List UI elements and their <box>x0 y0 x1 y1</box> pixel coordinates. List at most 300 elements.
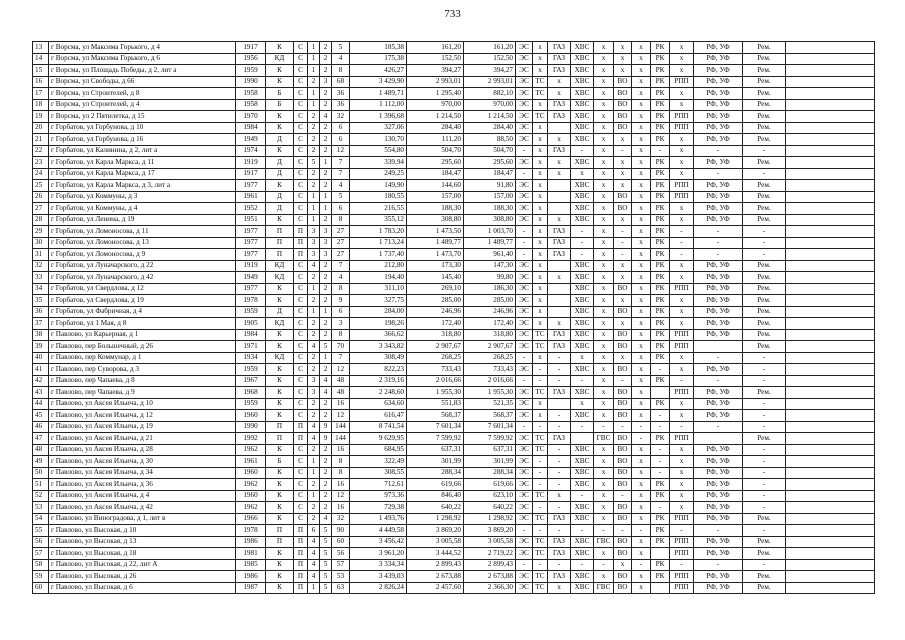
cell-roof-type: РК <box>651 513 670 525</box>
cell-row-number: 26 <box>33 191 49 203</box>
cell-garbage-chute: х <box>632 536 651 548</box>
cell-floors: 2 <box>320 295 332 307</box>
cell-living-area: 184,47 <box>407 168 464 180</box>
cell-residential-area: 970,00 <box>464 99 516 111</box>
cell-gas-supply: - <box>548 352 571 364</box>
cell-repair-status: Рем. <box>743 387 786 399</box>
cell-wall-material: К <box>266 76 294 88</box>
cell-drainage: ВО <box>614 410 632 422</box>
cell-cold-water: - <box>571 525 594 537</box>
cell-hot-water: х <box>594 134 614 146</box>
cell-apartments: 3 <box>332 318 350 330</box>
cell-apartments: 36 <box>332 99 350 111</box>
cell-apartments: 8 <box>332 329 350 341</box>
cell-row-number: 36 <box>33 306 49 318</box>
cell-series: П <box>294 421 308 433</box>
cell-entrances: 1 <box>308 283 320 295</box>
cell-year-built: 1984 <box>236 329 266 341</box>
cell-repair-status: - <box>743 145 786 157</box>
cell-entrances: 1 <box>308 99 320 111</box>
cell-gas-supply: - <box>548 421 571 433</box>
cell-repair-status: - <box>743 421 786 433</box>
cell-power-supply: ЭС <box>516 410 533 422</box>
cell-series: С <box>294 295 308 307</box>
cell-power-supply: ЭС <box>516 444 533 456</box>
cell-floors: 5 <box>320 525 332 537</box>
cell-apartments: 70 <box>332 341 350 353</box>
cell-wall-material: П <box>266 525 294 537</box>
cell-wall-material: К <box>266 502 294 514</box>
cell-year-built: 1966 <box>236 513 266 525</box>
cell-heat-supply: х <box>533 203 548 215</box>
cell-living-area: 394,27 <box>407 65 464 77</box>
cell-power-supply: ЭС <box>516 157 533 169</box>
cell-year-built: 1968 <box>236 387 266 399</box>
cell-gas-supply <box>548 191 571 203</box>
cell-year-built: 1919 <box>236 260 266 272</box>
cell-garbage-chute: х <box>632 76 651 88</box>
cell-total-area: 175,38 <box>350 53 407 65</box>
cell-floors: 2 <box>320 99 332 111</box>
cell-heat-supply: ТС <box>533 341 548 353</box>
table-row <box>33 122 875 134</box>
cell-floors: 2 <box>320 410 332 422</box>
cell-hot-water: х <box>594 53 614 65</box>
cell-entrances: 1 <box>308 456 320 468</box>
cell-apartments: 4 <box>332 272 350 284</box>
cell-roof-type: РК <box>651 76 670 88</box>
cell-row-number: 52 <box>33 490 49 502</box>
cell-residential-area: 2 016,66 <box>464 375 516 387</box>
cell-facade-type: РФ, УФ <box>694 513 743 525</box>
cell-apartments: 27 <box>332 249 350 261</box>
cell-hot-water: х <box>594 88 614 100</box>
cell-metering-device: РПП <box>670 387 694 399</box>
cell-notes <box>786 111 875 123</box>
table-row <box>33 260 875 272</box>
cell-residential-area: 288,34 <box>464 467 516 479</box>
cell-entrances: 4 <box>308 571 320 583</box>
cell-repair-status: - <box>743 479 786 491</box>
cell-series: П <box>294 226 308 238</box>
cell-hot-water: х <box>594 214 614 226</box>
cell-repair-status: Рем. <box>743 42 786 54</box>
cell-floors: 2 <box>320 260 332 272</box>
cell-facade-type: РФ, УФ <box>694 479 743 491</box>
cell-drainage: ВО <box>614 467 632 479</box>
cell-repair-status: - <box>743 410 786 422</box>
cell-heat-supply: - <box>533 559 548 571</box>
cell-entrances: 3 <box>308 237 320 249</box>
cell-power-supply: - <box>516 226 533 238</box>
cell-gas-supply: ГАЗ <box>548 341 571 353</box>
cell-metering-device: х <box>670 456 694 468</box>
cell-hot-water: - <box>594 559 614 571</box>
cell-heat-supply: х <box>533 42 548 54</box>
cell-total-area: 322,49 <box>350 456 407 468</box>
cell-metering-device: РПП <box>670 582 694 594</box>
cell-notes <box>786 295 875 307</box>
cell-heat-supply: х <box>533 180 548 192</box>
table-row <box>33 398 875 410</box>
table-row <box>33 237 875 249</box>
cell-metering-device: - <box>670 375 694 387</box>
cell-living-area: 173,30 <box>407 260 464 272</box>
cell-power-supply: ЭС <box>516 260 533 272</box>
cell-floors: 2 <box>320 42 332 54</box>
cell-living-area: 145,40 <box>407 272 464 284</box>
cell-heat-supply: ТС <box>533 444 548 456</box>
cell-series: С <box>294 122 308 134</box>
cell-heat-supply: х <box>533 318 548 330</box>
cell-metering-device: х <box>670 295 694 307</box>
cell-total-area: 198,26 <box>350 318 407 330</box>
cell-residential-area: 7 599,92 <box>464 433 516 445</box>
cell-power-supply: ЭС <box>516 329 533 341</box>
cell-drainage: х <box>614 352 632 364</box>
cell-row-number: 45 <box>33 410 49 422</box>
cell-entrances: 2 <box>308 318 320 330</box>
cell-facade-type: РФ, УФ <box>694 111 743 123</box>
cell-garbage-chute: х <box>632 111 651 123</box>
cell-hot-water: х <box>594 295 614 307</box>
cell-metering-device: РПП <box>670 433 694 445</box>
cell-heat-supply: х <box>533 249 548 261</box>
cell-power-supply: ЭС <box>516 272 533 284</box>
cell-drainage: - <box>614 375 632 387</box>
cell-total-area: 634,60 <box>350 398 407 410</box>
cell-cold-water: ХВС <box>571 65 594 77</box>
cell-address: г Павлово, ул Высокая, д 26 <box>49 571 236 583</box>
table-row <box>33 226 875 238</box>
cell-year-built: 1959 <box>236 398 266 410</box>
cell-repair-status: Рем. <box>743 513 786 525</box>
cell-drainage: - <box>614 421 632 433</box>
cell-garbage-chute: х <box>632 444 651 456</box>
cell-garbage-chute: х <box>632 329 651 341</box>
cell-gas-supply: ГАЗ <box>548 65 571 77</box>
cell-entrances: 1 <box>308 214 320 226</box>
cell-floors: 2 <box>320 318 332 330</box>
cell-total-area: 3 439,03 <box>350 571 407 583</box>
cell-metering-device: х <box>670 88 694 100</box>
cell-drainage: ВО <box>614 283 632 295</box>
cell-year-built: 1962 <box>236 444 266 456</box>
cell-address: г Горбатов, ул Ломоносова, д 11 <box>49 226 236 238</box>
cell-total-area: 4 449,58 <box>350 525 407 537</box>
cell-cold-water: ХВС <box>571 76 594 88</box>
table-row <box>33 318 875 330</box>
cell-entrances: 2 <box>308 180 320 192</box>
cell-year-built: 1978 <box>236 525 266 537</box>
cell-entrances: 2 <box>308 122 320 134</box>
cell-wall-material: Б <box>266 456 294 468</box>
cell-hot-water: х <box>594 168 614 180</box>
cell-notes <box>786 502 875 514</box>
cell-garbage-chute: - <box>632 559 651 571</box>
cell-garbage-chute: х <box>632 513 651 525</box>
table-row <box>33 42 875 54</box>
cell-year-built: 1956 <box>236 53 266 65</box>
cell-cold-water: ХВС <box>571 318 594 330</box>
table-row <box>33 502 875 514</box>
cell-residential-area: 2 719,22 <box>464 548 516 560</box>
page-number: 733 <box>444 8 461 20</box>
cell-address: г Горбатов, ул Ленина, д 19 <box>49 214 236 226</box>
cell-row-number: 44 <box>33 398 49 410</box>
cell-power-supply: ЭС <box>516 582 533 594</box>
cell-roof-type <box>651 548 670 560</box>
cell-cold-water: ХВС <box>571 341 594 353</box>
cell-cold-water: ХВС <box>571 272 594 284</box>
cell-row-number: 46 <box>33 421 49 433</box>
cell-cold-water: - <box>571 249 594 261</box>
cell-total-area: 3 343,82 <box>350 341 407 353</box>
cell-drainage: ВО <box>614 111 632 123</box>
cell-hot-water: х <box>594 318 614 330</box>
cell-power-supply: - <box>516 168 533 180</box>
cell-power-supply: ЭС <box>516 536 533 548</box>
cell-metering-device: РПП <box>670 536 694 548</box>
cell-apartments: 8 <box>332 467 350 479</box>
cell-garbage-chute: х <box>632 364 651 376</box>
cell-heat-supply: - <box>533 421 548 433</box>
cell-roof-type: РК <box>651 306 670 318</box>
cell-address: г Павлово, ул Высокая, д 10 <box>49 525 236 537</box>
cell-cold-water: ХВС <box>571 410 594 422</box>
cell-roof-type: РК <box>651 214 670 226</box>
cell-drainage: ВО <box>614 571 632 583</box>
cell-notes <box>786 214 875 226</box>
cell-roof-type: РК <box>651 433 670 445</box>
cell-residential-area: 504,70 <box>464 145 516 157</box>
cell-notes <box>786 99 875 111</box>
cell-floors: 2 <box>320 398 332 410</box>
cell-address: г Павлово, ул Высокая, д 13 <box>49 536 236 548</box>
cell-total-area: 729,38 <box>350 502 407 514</box>
cell-year-built: 1961 <box>236 191 266 203</box>
cell-apartments: 4 <box>332 53 350 65</box>
cell-apartments: 5 <box>332 191 350 203</box>
cell-address: г Ворсма, ул Свободы, д 66 <box>49 76 236 88</box>
cell-apartments: 6 <box>332 306 350 318</box>
cell-year-built: 1961 <box>236 456 266 468</box>
cell-residential-area: 1 003,70 <box>464 226 516 238</box>
cell-address: г Горбатов, ул Калинина, д 2, лит а <box>49 145 236 157</box>
cell-apartments: 36 <box>332 88 350 100</box>
cell-residential-area: 88,50 <box>464 134 516 146</box>
cell-living-area: 1 473,70 <box>407 249 464 261</box>
cell-metering-device: х <box>670 467 694 479</box>
cell-living-area: 1 214,50 <box>407 111 464 123</box>
cell-garbage-chute: х <box>632 122 651 134</box>
cell-living-area: 308,80 <box>407 214 464 226</box>
cell-power-supply: ЭС <box>516 387 533 399</box>
cell-hot-water: х <box>594 76 614 88</box>
cell-facade-type: РФ, УФ <box>694 283 743 295</box>
cell-entrances: 2 <box>308 134 320 146</box>
cell-facade-type: РФ, УФ <box>694 410 743 422</box>
cell-year-built: 1971 <box>236 341 266 353</box>
cell-address: г Павлово, ул Высокая, д 18 <box>49 548 236 560</box>
cell-address: г Ворсма, ул Максима Горького, д 6 <box>49 53 236 65</box>
cell-apartments: 60 <box>332 536 350 548</box>
cell-gas-supply <box>548 122 571 134</box>
cell-repair-status: - <box>743 226 786 238</box>
cell-living-area: 640,22 <box>407 502 464 514</box>
cell-metering-device: х <box>670 479 694 491</box>
cell-metering-device: - <box>670 559 694 571</box>
cell-row-number: 34 <box>33 283 49 295</box>
cell-floors: 2 <box>320 456 332 468</box>
cell-floors: 1 <box>320 191 332 203</box>
cell-apartments: 12 <box>332 145 350 157</box>
cell-series: С <box>294 479 308 491</box>
cell-facade-type: РФ, УФ <box>694 157 743 169</box>
cell-series: П <box>294 536 308 548</box>
cell-gas-supply: х <box>548 214 571 226</box>
cell-garbage-chute: х <box>632 203 651 215</box>
cell-year-built: 1981 <box>236 548 266 560</box>
cell-residential-area: 2 366,30 <box>464 582 516 594</box>
cell-heat-supply: х <box>533 214 548 226</box>
cell-roof-type: РК <box>651 111 670 123</box>
cell-year-built: 1960 <box>236 467 266 479</box>
cell-series: С <box>294 283 308 295</box>
cell-living-area: 2 016,66 <box>407 375 464 387</box>
cell-residential-area: 2 673,88 <box>464 571 516 583</box>
cell-roof-type: - <box>651 145 670 157</box>
cell-series: С <box>294 387 308 399</box>
cell-gas-supply: ГАЗ <box>548 145 571 157</box>
cell-drainage: - <box>614 490 632 502</box>
table-row <box>33 157 875 169</box>
cell-cold-water: ХВС <box>571 513 594 525</box>
cell-floors: 4 <box>320 513 332 525</box>
cell-power-supply: ЭС <box>516 306 533 318</box>
cell-roof-type: РК <box>651 249 670 261</box>
cell-floors: 2 <box>320 490 332 502</box>
cell-wall-material: К <box>266 559 294 571</box>
cell-heat-supply: ТС <box>533 76 548 88</box>
cell-hot-water: х <box>594 502 614 514</box>
cell-repair-status: Рем. <box>743 76 786 88</box>
cell-series: С <box>294 260 308 272</box>
cell-gas-supply: ГАЗ <box>548 329 571 341</box>
cell-address: г Горбатов, ул Карла Маркса, д 3, лит а <box>49 180 236 192</box>
cell-gas-supply: ГАЗ <box>548 571 571 583</box>
cell-living-area: 637,31 <box>407 444 464 456</box>
cell-entrances: 4 <box>308 341 320 353</box>
cell-drainage: х <box>614 134 632 146</box>
cell-apartments: 9 <box>332 295 350 307</box>
cell-entrances: 4 <box>308 548 320 560</box>
cell-entrances: 3 <box>308 387 320 399</box>
cell-row-number: 38 <box>33 329 49 341</box>
cell-repair-status: - <box>743 237 786 249</box>
cell-address: г Павлово, ул Аксея Ильича, д 21 <box>49 433 236 445</box>
cell-living-area: 1 955,30 <box>407 387 464 399</box>
cell-floors: 2 <box>320 479 332 491</box>
cell-series: С <box>294 352 308 364</box>
cell-series: С <box>294 364 308 376</box>
cell-repair-status: Рем. <box>743 99 786 111</box>
cell-hot-water: - <box>594 421 614 433</box>
cell-living-area: 970,00 <box>407 99 464 111</box>
cell-power-supply: ЭС <box>516 513 533 525</box>
cell-series: С <box>294 88 308 100</box>
cell-repair-status: - <box>743 559 786 571</box>
table-row <box>33 295 875 307</box>
cell-cold-water: - <box>571 226 594 238</box>
cell-drainage: х <box>614 318 632 330</box>
cell-repair-status: Рем. <box>743 548 786 560</box>
cell-total-area: 194,40 <box>350 272 407 284</box>
cell-roof-type: РК <box>651 260 670 272</box>
cell-gas-supply: - <box>548 559 571 571</box>
cell-gas-supply: ГАЗ <box>548 53 571 65</box>
cell-metering-device: х <box>670 203 694 215</box>
cell-living-area: 551,83 <box>407 398 464 410</box>
cell-cold-water: ХВС <box>571 203 594 215</box>
cell-cold-water: х <box>571 398 594 410</box>
cell-roof-type: РК <box>651 65 670 77</box>
cell-notes <box>786 444 875 456</box>
cell-wall-material: Д <box>266 168 294 180</box>
cell-power-supply: - <box>516 375 533 387</box>
cell-heat-supply: ТС <box>533 582 548 594</box>
cell-total-area: 1 713,24 <box>350 237 407 249</box>
table-row <box>33 490 875 502</box>
cell-hot-water: х <box>594 226 614 238</box>
cell-hot-water: х <box>594 467 614 479</box>
cell-floors: 2 <box>320 214 332 226</box>
cell-repair-status: Рем. <box>743 295 786 307</box>
cell-apartments: 4 <box>332 180 350 192</box>
cell-metering-device: РПП <box>670 283 694 295</box>
cell-roof-type: РК <box>651 42 670 54</box>
cell-metering-device: х <box>670 398 694 410</box>
cell-notes <box>786 536 875 548</box>
cell-notes <box>786 341 875 353</box>
cell-year-built: 1919 <box>236 157 266 169</box>
cell-gas-supply: х <box>548 88 571 100</box>
cell-power-supply: ЭС <box>516 490 533 502</box>
cell-hot-water: х <box>594 364 614 376</box>
cell-power-supply: ЭС <box>516 479 533 491</box>
cell-gas-supply: ГАЗ <box>548 536 571 548</box>
cell-total-area: 212,80 <box>350 260 407 272</box>
cell-row-number: 31 <box>33 249 49 261</box>
cell-year-built: 1984 <box>236 122 266 134</box>
table-row <box>33 329 875 341</box>
cell-wall-material: К <box>266 341 294 353</box>
table-row <box>33 479 875 491</box>
cell-garbage-chute: х <box>632 548 651 560</box>
cell-hot-water: х <box>594 180 614 192</box>
cell-entrances: 6 <box>308 525 320 537</box>
cell-row-number: 24 <box>33 168 49 180</box>
cell-repair-status: Рем. <box>743 214 786 226</box>
cell-facade-type: РФ, УФ <box>694 502 743 514</box>
cell-address: г Павлово, ул Аксея Ильича, д 28 <box>49 444 236 456</box>
cell-living-area: 2 993,01 <box>407 76 464 88</box>
cell-hot-water: х <box>594 306 614 318</box>
cell-address: г Ворсма, ул Строителей, д 4 <box>49 99 236 111</box>
cell-facade-type: РФ, УФ <box>694 548 743 560</box>
cell-hot-water: х <box>594 571 614 583</box>
cell-garbage-chute: - <box>632 433 651 445</box>
